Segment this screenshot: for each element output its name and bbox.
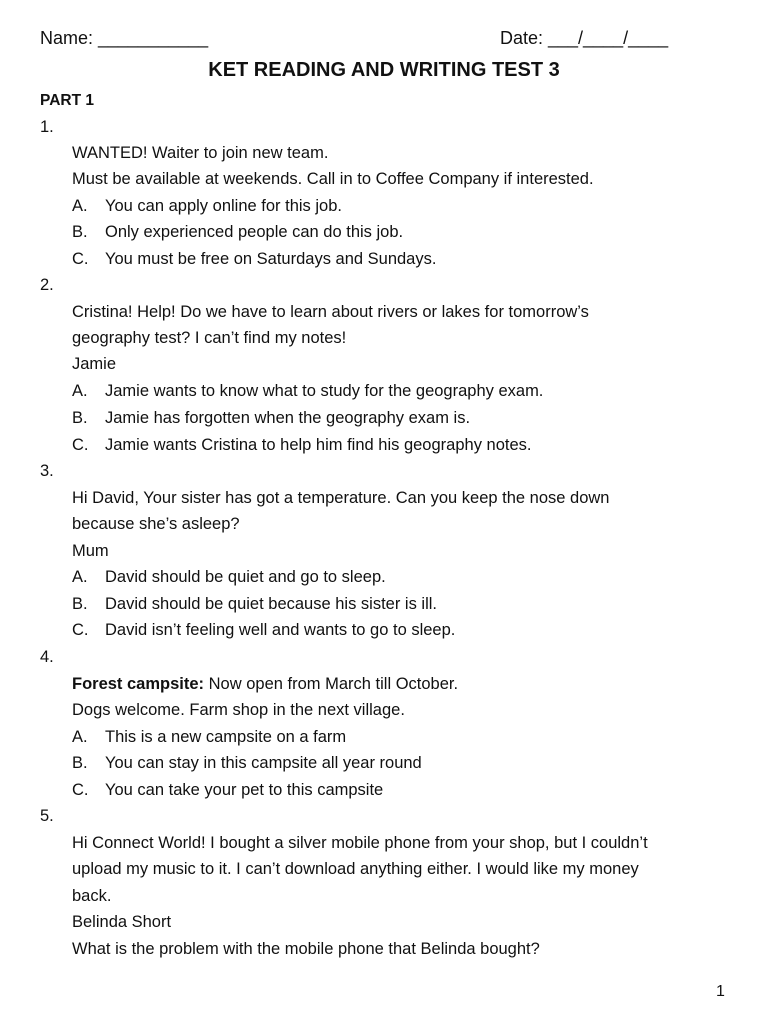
part-heading: PART 1: [40, 92, 94, 109]
question-number: 4.: [40, 648, 54, 666]
option-text: David isn’t feeling well and wants to go to sleep.: [105, 621, 456, 639]
question-text-line: Hi Connect World! I bought a silver mobile phone from your shop, but I couldn’t: [72, 834, 648, 852]
question-text-line: WANTED! Waiter to join new team.: [72, 144, 329, 162]
name-field-label: Name: ___________: [40, 28, 209, 48]
question-number: 5.: [40, 807, 54, 825]
question-text-line: because she’s asleep?: [72, 515, 240, 533]
option-text: You can take your pet to this campsite: [105, 781, 384, 799]
option-text: Jamie wants Cristina to help him find his geography notes.: [105, 436, 532, 454]
question-text-line: Cristina! Help! Do we have to learn about rivers or lakes for tomorrow’s: [72, 303, 589, 321]
option-letter: B.: [72, 595, 88, 613]
option-letter: B.: [72, 409, 88, 427]
question-number: 2.: [40, 276, 54, 294]
question-text-line: What is the problem with the mobile phone that Belinda bought?: [72, 940, 540, 958]
question-text-line: geography test? I can’t find my notes!: [72, 329, 347, 347]
page-number: 1: [716, 983, 725, 1000]
question-text-line: Jamie: [72, 355, 117, 373]
option-text: Jamie wants to know what to study for the geography exam.: [105, 382, 544, 400]
question-text-line: Belinda Short: [72, 913, 172, 931]
option-letter: C.: [72, 250, 89, 268]
question-number: 3.: [40, 462, 54, 480]
option-text: Jamie has forgotten when the geography exam is.: [105, 409, 471, 427]
option-text: You must be free on Saturdays and Sundays.: [105, 250, 437, 268]
option-letter: C.: [72, 436, 89, 454]
option-letter: B.: [72, 754, 88, 772]
option-letter: A.: [72, 382, 88, 400]
option-letter: C.: [72, 621, 89, 639]
question-number: 1.: [40, 118, 54, 136]
question-text-line: Mum: [72, 542, 109, 560]
option-letter: B.: [72, 223, 88, 241]
page-title: KET READING AND WRITING TEST 3: [208, 59, 560, 81]
option-text: You can stay in this campsite all year round: [105, 754, 422, 772]
option-letter: A.: [72, 568, 88, 586]
campsite-opening: Now open from March till October.: [204, 675, 459, 693]
option-text: You can apply online for this job.: [105, 197, 342, 215]
campsite-name: Forest campsite:: [72, 675, 205, 693]
option-text: David should be quiet because his sister is ill.: [105, 595, 438, 613]
option-letter: A.: [72, 197, 88, 215]
option-text: This is a new campsite on a farm: [105, 728, 347, 746]
date-field-label: Date: ___/____/____: [500, 28, 669, 48]
question-lead-line: [72, 674, 458, 694]
option-text: Only experienced people can do this job.: [105, 223, 404, 241]
option-letter: C.: [72, 781, 89, 799]
question-text-line: back.: [72, 887, 112, 905]
question-text-line: Dogs welcome. Farm shop in the next village.: [72, 701, 405, 719]
question-text-line: Must be available at weekends. Call in to Coffee Company if interested.: [72, 170, 594, 188]
question-text-line: upload my music to it. I can’t download anything either. I would like my money: [72, 860, 639, 878]
question-text-line: Hi David, Your sister has got a temperature. Can you keep the nose down: [72, 489, 610, 507]
option-text: David should be quiet and go to sleep.: [105, 568, 386, 586]
option-letter: A.: [72, 728, 88, 746]
